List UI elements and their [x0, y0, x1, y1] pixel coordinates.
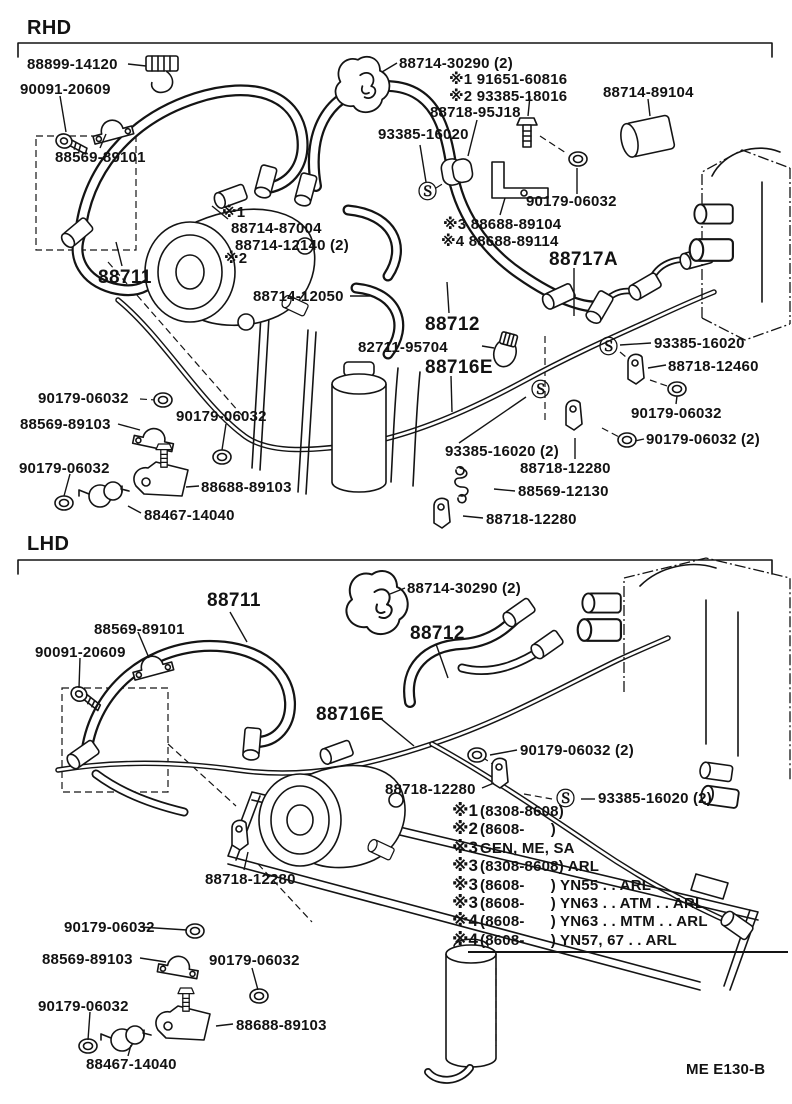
part-label: 88714-12050	[253, 288, 344, 305]
legend-mark: ※3	[452, 874, 478, 894]
legend-text: (8608- )	[480, 821, 556, 839]
part-label: 93385-16020	[654, 335, 745, 352]
legend-mark: ※2	[452, 819, 478, 839]
part-label: 88718-12280	[520, 460, 611, 477]
part-label: 90179-06032	[19, 460, 110, 477]
section-title-lhd: LHD	[27, 533, 70, 555]
circle-s-icon: Ⓢ	[418, 182, 438, 203]
part-label: 88714-30290 (2)	[399, 55, 513, 72]
legend-text: (8308-8608) ARL	[480, 858, 600, 876]
part-label: 88467-14040	[86, 1056, 177, 1073]
part-label: 88712	[410, 623, 465, 644]
circle-s-icon: Ⓢ	[556, 789, 576, 810]
part-label: 88688-89103	[201, 479, 292, 496]
part-label: 88718-12280	[205, 871, 296, 888]
legend-row	[452, 856, 708, 874]
legend-row	[452, 893, 708, 911]
part-label: ※1 91651-60816	[449, 71, 568, 88]
part-label: 88711	[98, 267, 152, 288]
legend-mark: ※4	[452, 929, 478, 949]
part-label: 90179-06032 (2)	[646, 431, 760, 448]
legend-mark: ※4	[452, 911, 478, 931]
part-label: 88899-14120	[27, 56, 118, 73]
legend-text: (8308-8608)	[480, 803, 564, 820]
part-label: 88569-12130	[518, 483, 609, 500]
part-label: 88714-89104	[603, 84, 694, 101]
figure-code: ME E130-B	[686, 1061, 766, 1078]
part-label: 93385-16020 (2)	[445, 443, 559, 460]
part-label: 90179-06032	[64, 919, 155, 936]
legend-row	[452, 930, 708, 948]
legend-mark: ※3	[452, 892, 478, 912]
part-label: 88712	[425, 314, 480, 335]
legend-text: (8608- ) YN57, 67 . . ARL	[480, 931, 677, 949]
part-label: 90179-06032	[176, 408, 267, 425]
part-label: ※4 88688-89114	[441, 233, 559, 250]
legend-mark: ※3	[452, 837, 478, 857]
legend-mark: ※1	[452, 801, 478, 820]
part-label: 88569-89103	[42, 951, 133, 968]
part-label: 88467-14040	[144, 507, 235, 524]
part-label: 88569-89101	[55, 149, 146, 166]
part-label: 90091-20609	[35, 644, 126, 661]
legend-text: GEN, ME, SA	[480, 839, 575, 857]
part-label: ※2 93385-18016	[449, 88, 568, 105]
legend-text: (8608- ) YN63 . . MTM . . ARL	[480, 913, 708, 931]
part-label: 90179-06032	[209, 952, 300, 969]
legend-table	[452, 801, 708, 948]
legend-text: (8608- ) YN55 . . ARL	[480, 876, 652, 894]
part-label: 82711-95704	[358, 339, 448, 356]
legend-row	[452, 875, 708, 893]
part-label: 88688-89103	[236, 1017, 327, 1034]
part-label: 90091-20609	[20, 81, 111, 98]
part-label: 88714-12140 (2)	[235, 237, 349, 254]
part-label: 88718-12280	[486, 511, 577, 528]
part-label: 88716E	[316, 704, 384, 725]
part-label: 88718-95J18	[430, 104, 521, 121]
circle-s-icon: Ⓢ	[599, 337, 619, 358]
legend-row	[452, 838, 708, 856]
part-label: 88718-12280	[385, 781, 476, 798]
part-label: 88718-12460	[668, 358, 759, 375]
part-label: ※3 88688-89104	[443, 216, 562, 233]
part-label: 93385-16020 (2)	[598, 790, 712, 807]
part-label: 90179-06032	[631, 405, 722, 422]
legend-row	[452, 911, 708, 929]
part-label: 90179-06032	[38, 390, 129, 407]
part-label: 90179-06032 (2)	[520, 742, 634, 759]
circle-s-icon: Ⓢ	[531, 380, 551, 401]
part-label: 88569-89103	[20, 416, 111, 433]
part-label: 90179-06032	[38, 998, 129, 1015]
part-label: 88711	[207, 590, 261, 611]
part-label: 88714-30290 (2)	[407, 580, 521, 597]
legend-row	[452, 801, 708, 819]
part-label: 88716E	[425, 357, 493, 378]
part-label: 88714-87004	[231, 220, 322, 237]
part-label: ※1	[222, 204, 246, 221]
legend-mark: ※3	[452, 856, 478, 876]
section-title-rhd: RHD	[27, 17, 72, 39]
legend-text: (8608- ) YN63 . . ATM . . ARL	[480, 894, 705, 912]
part-label: 88717A	[549, 249, 618, 270]
part-label: 93385-16020	[378, 126, 469, 143]
legend-row	[452, 819, 708, 837]
part-label: ※2	[224, 250, 248, 267]
part-label: 88569-89101	[94, 621, 185, 638]
part-label: 90179-06032	[526, 193, 617, 210]
